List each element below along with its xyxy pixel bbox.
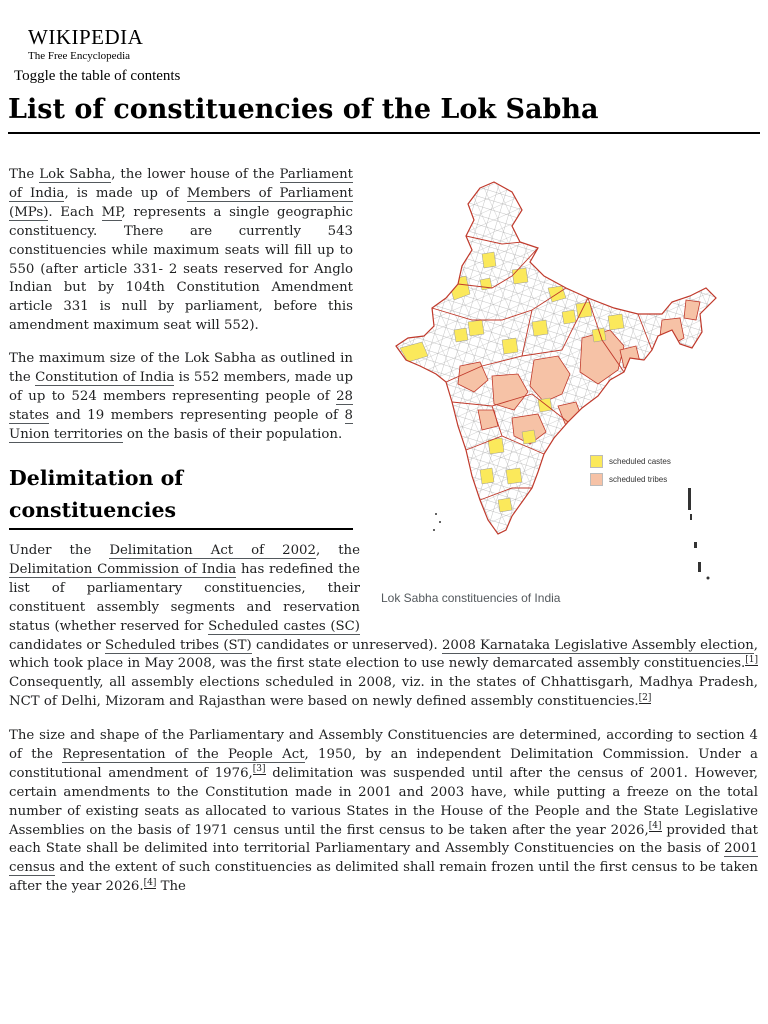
link-delimitation-commission[interactable]: Delimitation Commission of India <box>9 561 237 577</box>
link-members-of-parliament[interactable]: Members of Parliament (MPs) <box>9 185 353 220</box>
link-scheduled-tribes[interactable]: Scheduled tribes (ST) <box>105 637 252 653</box>
link-8-union-territories[interactable]: 8 Union territories <box>9 407 353 442</box>
reference-link[interactable]: [1] <box>745 655 758 666</box>
logo-tagline: The Free Encyclopedia <box>28 50 131 62</box>
reference-3[interactable] <box>253 764 266 775</box>
logo-wordmark: WIKIPEDIA <box>28 25 144 49</box>
text-run: Under the <box>9 543 110 558</box>
text-run: candidates or <box>9 637 106 653</box>
text-run: . Each <box>48 204 102 220</box>
text-run: candidates or unreserved). <box>251 637 442 653</box>
text-run: , which took place in May 2008, was the first state election to use newly demarcated assembly constituencies. <box>9 637 759 672</box>
legend-label-sc: scheduled castes <box>609 456 671 466</box>
reference-2[interactable] <box>639 693 652 704</box>
text-run: , the <box>315 543 360 558</box>
text-run: on the basis of their population. <box>122 426 343 442</box>
text-run: is 552 members, made up of up to 524 members representing people of <box>9 369 353 404</box>
text-run: The <box>9 167 40 182</box>
text-run: has redefined the list of parliamentary constituencies, their constituent assembly segments and reservation status (whether reserved for <box>9 561 360 634</box>
map-legend <box>590 452 671 488</box>
link-scheduled-castes[interactable]: Scheduled castes (SC) <box>208 618 360 634</box>
intro-paragraph-2 <box>9 350 353 445</box>
wikipedia-logo[interactable] <box>28 26 143 62</box>
constituency-map-figure[interactable] <box>362 170 760 610</box>
text-run: , 1950, by an independent Delimitation Commission. Under a constitutional amendment of 1976, <box>9 746 758 781</box>
reference-4[interactable] <box>649 821 662 832</box>
reference-4b[interactable] <box>144 878 157 889</box>
reference-link[interactable]: [4] <box>143 877 157 888</box>
text-run: The size and shape of the Parliamentary and Assembly Constituencies are determined, according to section 4 of the <box>9 728 758 762</box>
text-run: The maximum size of the Lok Sabha as outlined in the <box>9 351 353 385</box>
link-2008-karnataka-election[interactable]: 2008 Karnataka Legislative Assembly election <box>441 637 754 653</box>
reference-link[interactable]: [4] <box>648 821 662 832</box>
link-constitution-of-india[interactable]: Constitution of India <box>35 369 175 385</box>
text-run: , the lower house of the <box>111 167 280 182</box>
sc-swatch <box>590 455 603 468</box>
legend-item-sc <box>590 452 671 470</box>
delimitation-paragraph-2 <box>9 727 758 897</box>
link-2001-census[interactable]: 2001 census <box>9 841 758 876</box>
text-run: The <box>156 879 186 895</box>
link-28-states[interactable]: 28 states <box>9 388 353 423</box>
andaman-islands <box>688 488 710 580</box>
reference-link[interactable]: [3] <box>252 764 266 775</box>
lakshadweep-islands <box>433 513 441 531</box>
text-run: and the extent of such constituencies as delimited shall remain frozen until the first census to be taken after the year 2026. <box>9 860 758 895</box>
link-delimitation-act-2002[interactable]: Delimitation Act of 2002 <box>109 543 316 558</box>
india-constituency-map <box>362 170 760 610</box>
link-parliament-of-india[interactable]: Parliament of India <box>9 167 353 201</box>
text-run: Consequently, all assembly elections scheduled in 2008, viz. in the states of Chhattisgarh, Madhya Pradesh, NCT of Delhi, Mizoram and Rajasthan were based on newly defined assembly constituencies. <box>9 675 758 710</box>
map-interior <box>362 170 760 610</box>
link-lok-sabha[interactable]: Lok Sabha <box>39 167 112 182</box>
text-run: , is made up of <box>64 185 187 201</box>
reference-link[interactable]: [2] <box>638 692 652 703</box>
toc-toggle-button[interactable]: Toggle the table of contents <box>14 68 181 84</box>
page-title: List of constituencies of the Lok Sabha <box>8 92 760 134</box>
reference-1[interactable] <box>745 655 758 666</box>
figure-caption: Lok Sabha constituencies of India <box>381 591 561 605</box>
text-run: provided that each State shall be delimited into territorial Parliamentary and Assembly Constituencies on the basis of <box>9 822 758 857</box>
link-representation-of-people-act[interactable]: Representation of the People Act <box>62 746 305 762</box>
intro-paragraph-1 <box>9 166 353 336</box>
text-run: , represents a single geographic constituency. There are currently 543 constituencies while maximum seats will fill up to 550 (after article 331- 2 seats reserved for Anglo Indian but by 104th Constitution Amendment article 331 is null by parliament, before this amendment maximum seat will 552). <box>9 204 353 334</box>
text-run: and 19 members representing people of <box>49 407 345 423</box>
section-heading-delimitation: Delimitation of constituencies <box>9 462 353 530</box>
legend-item-st <box>590 470 671 488</box>
st-swatch <box>590 473 603 486</box>
text-run: delimitation was suspended until after the census of 2001. However, certain amendments to the Constitution made in 2001 and 2003 have, while putting a freeze on the total number of existing seats as allocated to various States in the House of the People and the State Legislative Assemblies on the basis of 1971 census until the first census to be taken after the year 2026, <box>9 765 758 838</box>
legend-label-st: scheduled tribes <box>609 474 668 484</box>
link-mp[interactable]: MP <box>101 204 122 220</box>
